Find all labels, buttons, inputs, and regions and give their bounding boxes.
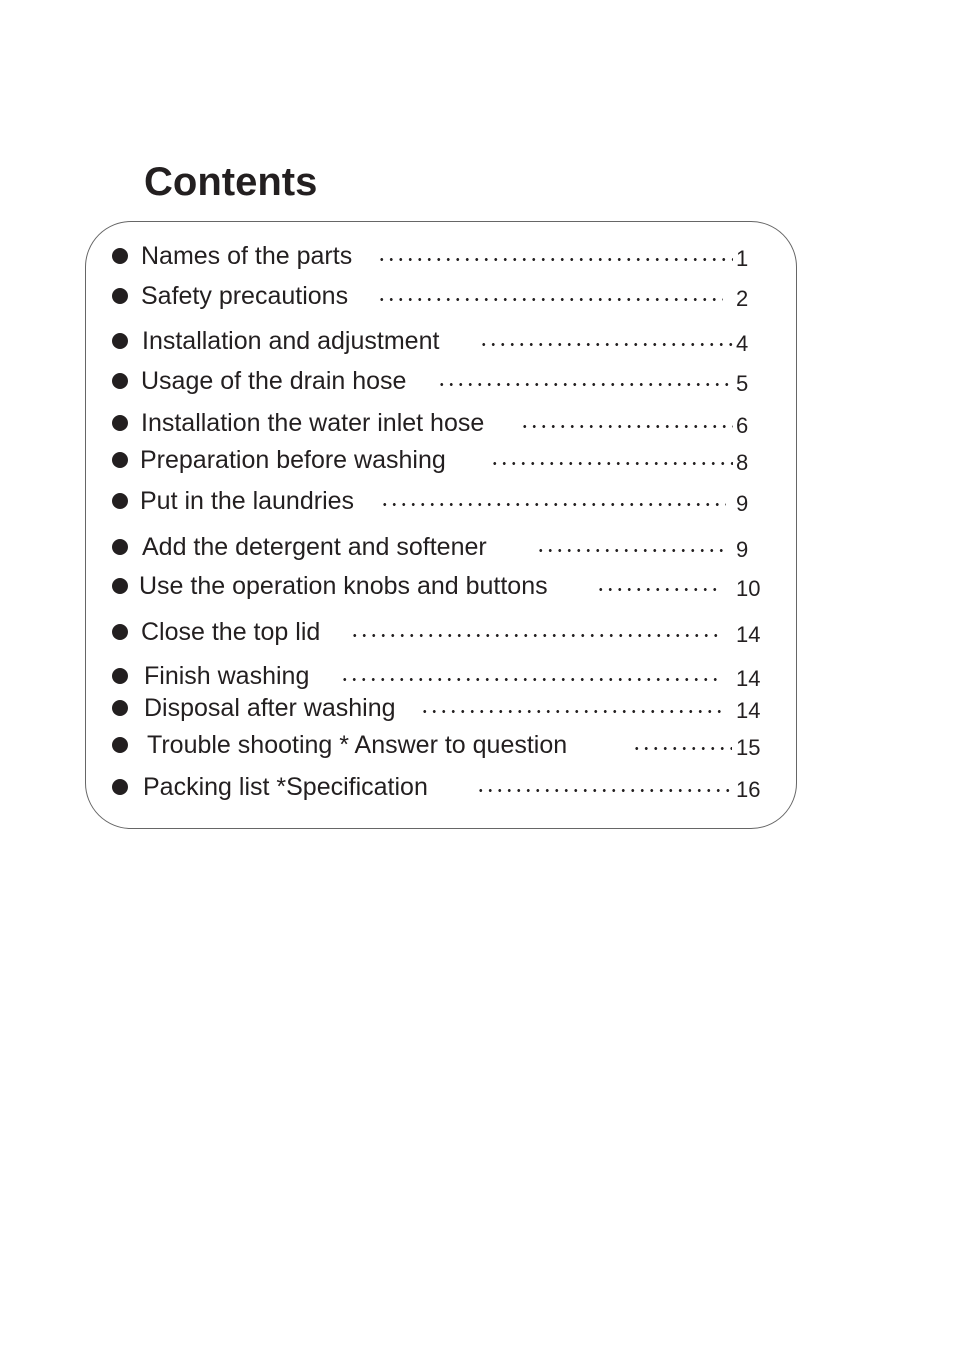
toc-entry-page: 14: [736, 622, 761, 647]
toc-entry-label: Disposal after washing: [144, 694, 396, 722]
dot-leader: [632, 747, 732, 750]
toc-entry[interactable]: [112, 326, 772, 356]
toc-entry-label: Add the detergent and softener: [142, 533, 487, 561]
dot-leader: [520, 425, 733, 428]
bullet-icon: [112, 333, 128, 349]
dot-leader: [340, 678, 722, 681]
dot-leader: [380, 503, 726, 506]
toc-entry[interactable]: [112, 617, 772, 647]
toc-entry[interactable]: [112, 772, 772, 802]
toc-entry-label: Names of the parts: [141, 242, 353, 270]
toc-entry-label: Preparation before washing: [140, 446, 446, 474]
toc-entry-page: 6: [736, 413, 749, 438]
dot-leader: [596, 588, 722, 591]
dot-leader: [420, 710, 726, 713]
bullet-icon: [112, 493, 128, 509]
dot-leader: [377, 258, 733, 261]
toc-entry[interactable]: [112, 693, 772, 723]
bullet-icon: [112, 539, 128, 555]
toc-entry[interactable]: [112, 571, 772, 601]
toc-entry[interactable]: [112, 445, 772, 475]
toc-entry-page: 5: [736, 371, 749, 396]
toc-entry-label: Usage of the drain hose: [141, 367, 407, 395]
toc-entry[interactable]: [112, 366, 772, 396]
toc-entry[interactable]: [112, 241, 772, 271]
toc-entry-label: Trouble shooting * Answer to question: [147, 731, 568, 759]
toc-entry-page: 9: [736, 537, 749, 562]
toc-entry[interactable]: [112, 486, 772, 516]
bullet-icon: [112, 452, 128, 468]
toc-entry[interactable]: [112, 661, 772, 691]
toc-entry-page: 1: [736, 246, 749, 271]
bullet-icon: [112, 624, 128, 640]
bullet-icon: [112, 737, 128, 753]
toc-entry-page: 4: [736, 331, 749, 356]
toc-entry-page: 14: [736, 666, 761, 691]
toc-entry-page: 9: [736, 491, 749, 516]
bullet-icon: [112, 288, 128, 304]
toc-entry-label: Put in the laundries: [140, 487, 355, 515]
toc-entry-label: Packing list *Specification: [143, 773, 428, 801]
bullet-icon: [112, 373, 128, 389]
toc-entry-page: 14: [736, 698, 761, 723]
toc-entry-label: Safety precautions: [141, 282, 349, 310]
dot-leader: [490, 462, 733, 465]
toc-entry[interactable]: [112, 408, 772, 438]
dot-leader: [350, 634, 722, 637]
bullet-icon: [112, 248, 128, 264]
toc-entry-label: Finish washing: [144, 662, 310, 690]
page-title: Contents: [144, 160, 318, 204]
bullet-icon: [112, 700, 128, 716]
dot-leader: [479, 343, 733, 346]
bullet-icon: [112, 415, 128, 431]
toc-entry-page: 15: [736, 735, 761, 760]
bullet-icon: [112, 668, 128, 684]
dot-leader: [377, 298, 723, 301]
bullet-icon: [112, 578, 128, 594]
dot-leader: [536, 549, 726, 552]
toc-entry[interactable]: [112, 532, 772, 562]
dot-leader: [476, 789, 732, 792]
dot-leader: [437, 383, 733, 386]
bullet-icon: [112, 779, 128, 795]
toc-entry[interactable]: [112, 730, 772, 760]
toc-entry-label: Close the top lid: [141, 618, 321, 646]
toc-entry-label: Installation and adjustment: [142, 327, 440, 355]
toc-entry-page: 16: [736, 777, 761, 802]
toc-entry[interactable]: [112, 281, 772, 311]
toc-entry-label: Use the operation knobs and buttons: [139, 572, 548, 600]
toc-entry-page: 2: [736, 286, 749, 311]
toc-entry-page: 10: [736, 576, 761, 601]
toc-entry-page: 8: [736, 450, 749, 475]
toc-entry-label: Installation the water inlet hose: [141, 409, 485, 437]
